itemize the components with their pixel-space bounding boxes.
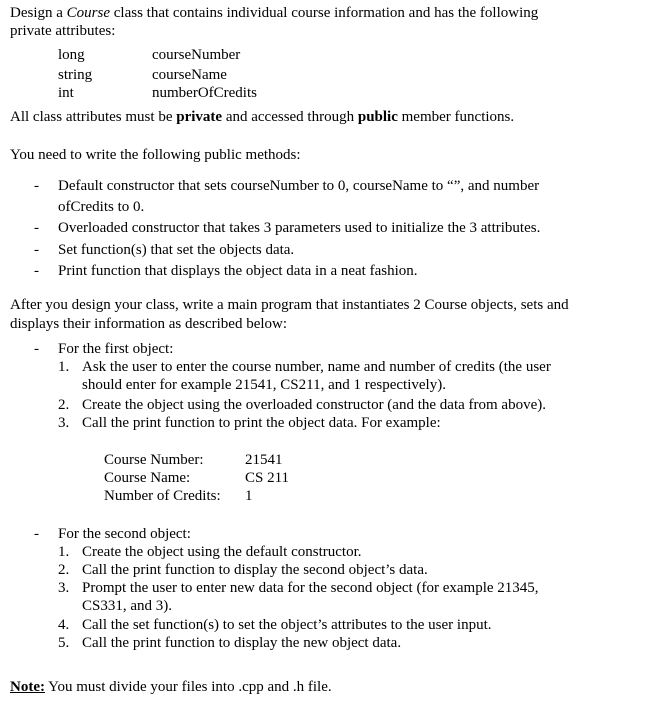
bullet-dash: -: [34, 526, 39, 542]
method-print-function: Print function that displays the object data in a neat fashion.: [58, 263, 418, 279]
method-default-constructor: Default constructor that sets courseNumber to 0, courseName to “”, and number: [58, 178, 540, 194]
second-object-step-1: Create the object using the default constructor.: [82, 544, 362, 560]
second-object-step-2: Call the print function to display the second object’s data.: [82, 562, 428, 578]
second-object-step-3: Prompt the user to enter new data for the second object (for example 21345,: [82, 580, 539, 596]
first-object-step-3: Call the print function to print the object data. For example:: [82, 415, 441, 431]
bullet-dash: -: [34, 341, 39, 357]
second-object-step-4: Call the set function(s) to set the object’s attributes to the user input.: [82, 617, 492, 633]
attribute-type: string: [58, 67, 93, 83]
method-set-functions: Set function(s) that set the objects data.: [58, 242, 295, 258]
first-object-step-1-cont: should enter for example 21541, CS211, and 1 respectively).: [82, 377, 446, 393]
intro-line-1: [10, 4, 538, 22]
example-label: Course Number:: [104, 452, 204, 468]
attribute-name: numberOfCredits: [152, 85, 257, 101]
note-line: [10, 678, 332, 696]
step-number: 4.: [58, 617, 70, 633]
access-text: member functions.: [397, 109, 515, 125]
intro-text: class that contains individual course information and has the following: [110, 5, 539, 21]
first-object-step-2: Create the object using the overloaded constructor (and the data from above).: [82, 397, 546, 413]
example-label: Course Name:: [104, 470, 191, 486]
method-default-constructor-cont: ofCredits to 0.: [58, 199, 145, 215]
attribute-name: courseNumber: [152, 47, 241, 63]
access-text: All class attributes must be: [10, 109, 177, 125]
main-intro-line-2: displays their information as described below:: [10, 316, 288, 332]
first-object-heading: For the first object:: [58, 341, 174, 357]
private-keyword: private: [176, 109, 223, 125]
bullet-dash: -: [34, 220, 39, 236]
step-number: 3.: [58, 415, 70, 431]
methods-heading: You need to write the following public methods:: [10, 147, 301, 163]
first-object-step-1: Ask the user to enter the course number, name and number of credits (the user: [82, 359, 551, 375]
public-keyword: public: [357, 109, 398, 125]
intro-line-2: private attributes:: [10, 23, 116, 39]
course-class-name: Course: [66, 5, 110, 21]
main-intro-line-1: After you design your class, write a main program that instantiates 2 Course objects, sets and: [10, 297, 569, 313]
attribute-type: long: [58, 47, 85, 63]
example-value: CS 211: [245, 470, 290, 486]
bullet-dash: -: [34, 263, 39, 279]
bullet-dash: -: [34, 178, 39, 194]
access-text: and accessed through: [222, 109, 358, 125]
step-number: 3.: [58, 580, 70, 596]
second-object-heading: For the second object:: [58, 526, 191, 542]
method-overloaded-constructor: Overloaded constructor that takes 3 parameters used to initialize the 3 attributes.: [58, 220, 541, 236]
attribute-type: int: [58, 85, 74, 101]
step-number: 5.: [58, 635, 70, 651]
attribute-name: courseName: [152, 67, 227, 83]
step-number: 1.: [58, 544, 70, 560]
second-object-step-5: Call the print function to display the new object data.: [82, 635, 402, 651]
example-value: 1: [245, 488, 253, 504]
second-object-step-3-cont: CS331, and 3).: [82, 598, 172, 614]
intro-text: Design a: [10, 5, 67, 21]
bullet-dash: -: [34, 242, 39, 258]
access-line: [10, 108, 514, 126]
step-number: 2.: [58, 562, 70, 578]
note-text: You must divide your files into .cpp and .h file.: [44, 679, 332, 695]
example-label: Number of Credits:: [104, 488, 221, 504]
step-number: 1.: [58, 359, 70, 375]
step-number: 2.: [58, 397, 70, 413]
note-label: Note:: [10, 679, 45, 695]
example-value: 21541: [245, 452, 283, 468]
